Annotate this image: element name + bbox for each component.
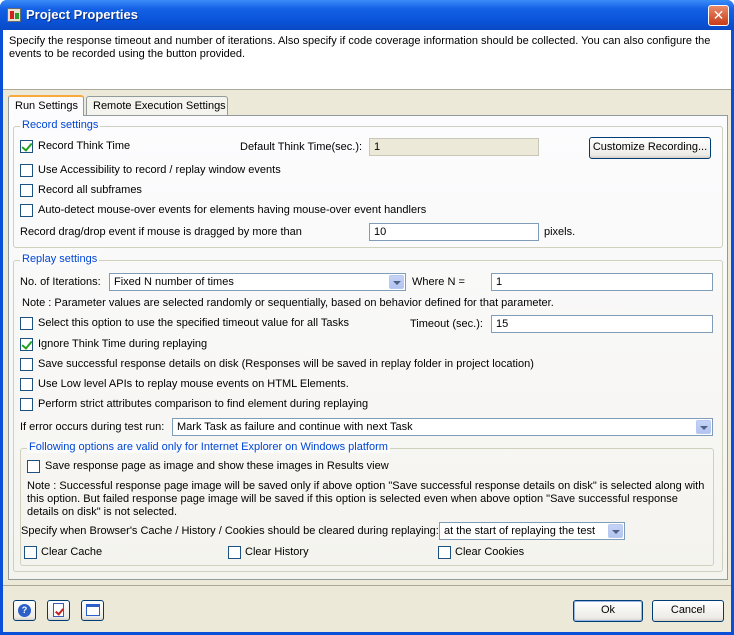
parameter-note: Note : Parameter values are selected randomly or sequentially, based on behavior defined for that parameter. xyxy=(22,297,554,309)
chevron-down-icon[interactable] xyxy=(608,524,623,538)
timeout-field[interactable]: 15 xyxy=(491,315,713,333)
window-button[interactable] xyxy=(81,600,104,621)
ie-options-group xyxy=(20,441,714,566)
use-timeout-label: Select this option to use the specified timeout value for all Tasks xyxy=(38,317,350,329)
replay-settings-group xyxy=(13,253,723,572)
ie-note: Note : Successful response page image will be saved only if above option "Save successful response details on disk" is selected along with this option. But failed response page image will be saved if this option is selected even when above option "Save successful response details on disk" is not selected. xyxy=(27,480,705,518)
tab-remote-execution-settings[interactable]: Remote Execution Settings xyxy=(86,96,228,115)
save-image-checkbox[interactable] xyxy=(27,460,40,473)
checklist-icon xyxy=(53,603,64,617)
help-icon: ? xyxy=(18,604,31,617)
cache-clear-label: Specify when Browser's Cache / History / Cookies should be cleared during replaying: xyxy=(21,525,439,537)
close-button[interactable]: ✕ xyxy=(708,5,729,26)
record-settings-title: Record settings xyxy=(22,119,99,131)
ok-button[interactable]: Ok xyxy=(573,600,643,622)
error-action-select[interactable] xyxy=(172,418,713,436)
record-think-time-label: Record Think Time xyxy=(38,140,131,152)
where-n-field[interactable]: 1 xyxy=(491,273,713,291)
low-level-api-checkbox[interactable] xyxy=(20,378,33,391)
clear-cache-label: Clear Cache xyxy=(41,546,103,558)
ie-options-title: Following options are valid only for Internet Explorer on Windows platform xyxy=(29,441,388,453)
clear-history-checkbox[interactable] xyxy=(228,546,241,559)
footer-separator xyxy=(3,585,731,586)
replay-settings-title: Replay settings xyxy=(22,253,98,265)
clear-cache-checkbox[interactable] xyxy=(24,546,37,559)
clear-cookies-checkbox[interactable] xyxy=(438,546,451,559)
error-action-label: If error occurs during test run: xyxy=(20,421,165,433)
window-icon xyxy=(86,604,100,616)
default-think-time-field[interactable]: 1 xyxy=(369,138,539,156)
clear-history-label: Clear History xyxy=(245,546,309,558)
where-n-label: Where N = xyxy=(412,276,465,288)
drag-unit-label: pixels. xyxy=(544,226,576,238)
record-settings-group xyxy=(13,119,723,248)
use-accessibility-label: Use Accessibility to record / replay window events xyxy=(38,164,281,176)
auto-detect-label: Auto-detect mouse-over events for elements having mouse-over event handlers xyxy=(38,204,427,216)
ignore-think-time-checkbox[interactable] xyxy=(20,338,33,351)
drag-threshold-label: Record drag/drop event if mouse is dragged by more than xyxy=(20,226,302,238)
iterations-select[interactable] xyxy=(109,273,406,291)
iterations-value: Fixed N number of times xyxy=(114,276,234,288)
save-success-checkbox[interactable] xyxy=(20,358,33,371)
title-bar[interactable] xyxy=(0,0,734,30)
save-image-label: Save response page as image and show these images in Results view xyxy=(45,460,389,472)
window-title: Project Properties xyxy=(26,7,138,22)
description-text: Specify the response timeout and number of iterations. Also specify if code coverage information should be collected. You can also configure the events to be recorded using the button provided. xyxy=(3,30,731,90)
iterations-label: No. of Iterations: xyxy=(20,276,101,288)
record-subframes-label: Record all subframes xyxy=(38,184,142,196)
validate-button[interactable] xyxy=(47,600,70,621)
chevron-down-icon[interactable] xyxy=(389,275,404,289)
default-think-time-label: Default Think Time(sec.): xyxy=(240,141,363,153)
chevron-down-icon[interactable] xyxy=(696,420,711,434)
use-timeout-checkbox[interactable] xyxy=(20,317,33,330)
record-think-time-checkbox[interactable] xyxy=(20,140,33,153)
strict-attributes-label: Perform strict attributes comparison to find element during replaying xyxy=(38,398,369,410)
dialog-body xyxy=(3,30,731,632)
timeout-label: Timeout (sec.): xyxy=(410,318,483,330)
cache-clear-select[interactable] xyxy=(439,522,625,540)
clear-cookies-label: Clear Cookies xyxy=(455,546,525,558)
use-accessibility-checkbox[interactable] xyxy=(20,164,33,177)
auto-detect-checkbox[interactable] xyxy=(20,204,33,217)
strict-attributes-checkbox[interactable] xyxy=(20,398,33,411)
app-icon xyxy=(7,8,21,22)
run-settings-panel xyxy=(8,115,728,580)
tab-run-settings[interactable]: Run Settings xyxy=(8,95,84,116)
customize-recording-button[interactable]: Customize Recording... xyxy=(589,137,711,159)
record-subframes-checkbox[interactable] xyxy=(20,184,33,197)
error-action-value: Mark Task as failure and continue with next Task xyxy=(177,421,413,433)
cache-clear-value: at the start of replaying the test xyxy=(444,525,596,537)
low-level-api-label: Use Low level APIs to replay mouse events on HTML Elements. xyxy=(38,378,349,390)
drag-threshold-field[interactable]: 10 xyxy=(369,223,539,241)
ignore-think-time-label: Ignore Think Time during replaying xyxy=(38,338,208,350)
save-success-label: Save successful response details on disk (Responses will be saved in replay folder in project location) xyxy=(38,358,534,370)
cancel-button[interactable]: Cancel xyxy=(652,600,724,622)
help-button[interactable] xyxy=(13,600,36,621)
